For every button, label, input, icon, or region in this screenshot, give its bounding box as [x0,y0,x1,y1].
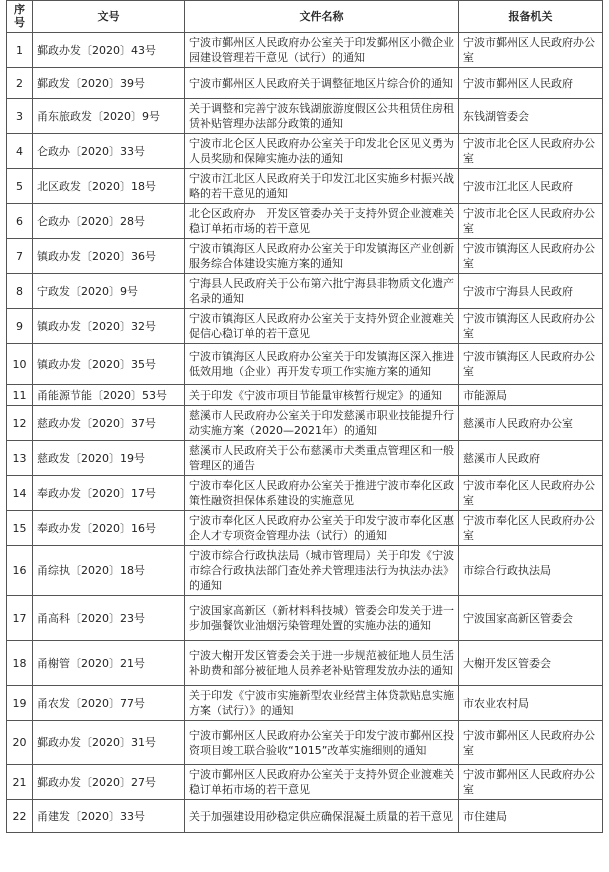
filing-agency: 宁波市江北区人民政府 [459,169,603,204]
row-number: 5 [7,169,33,204]
document-number: 镇政办发〔2020〕35号 [33,344,185,385]
filing-agency: 宁波市奉化区人民政府办公室 [459,511,603,546]
row-number: 7 [7,239,33,274]
table-row [7,596,603,641]
header-title: 文件名称 [185,1,459,33]
filing-agency: 宁波市北仑区人民政府办公室 [459,134,603,169]
document-title: 宁波市镇海区人民政府办公室关于印发镇海区产业创新服务综合体建设实施方案的通知 [185,239,459,274]
table-row [7,800,603,833]
document-title: 宁海县人民政府关于公布第六批宁海县非物质文化遗产名录的通知 [185,274,459,309]
document-number: 宁政发〔2020〕9号 [33,274,185,309]
filing-agency: 市能源局 [459,385,603,406]
filing-agency: 市农业农村局 [459,686,603,721]
table-row [7,344,603,385]
table-row [7,476,603,511]
document-title: 关于加强建设用砂稳定供应确保混凝土质量的若干意见 [185,800,459,833]
filing-agency: 宁波市宁海县人民政府 [459,274,603,309]
document-number: 甬榭管〔2020〕21号 [33,641,185,686]
filing-agency: 大榭开发区管委会 [459,641,603,686]
document-title: 关于印发《宁波市项目节能量审核暂行规定》的通知 [185,385,459,406]
row-number: 16 [7,546,33,596]
row-number: 10 [7,344,33,385]
document-number: 仑政办〔2020〕33号 [33,134,185,169]
table-row [7,309,603,344]
filing-agency: 宁波市北仑区人民政府办公室 [459,204,603,239]
filing-agency: 东钱湖管委会 [459,99,603,134]
document-number: 甬建发〔2020〕33号 [33,800,185,833]
table-row [7,441,603,476]
document-number: 甬能源节能〔2020〕53号 [33,385,185,406]
row-number: 13 [7,441,33,476]
table-row [7,239,603,274]
document-title: 宁波市江北区人民政府关于印发江北区实施乡村振兴战略的若干意见的通知 [185,169,459,204]
table-row [7,686,603,721]
document-title: 宁波市鄞州区人民政府办公室关于印发鄞州区小微企业园建设管理若干意见（试行）的通知 [185,33,459,68]
document-number: 奉政办发〔2020〕17号 [33,476,185,511]
table-row [7,546,603,596]
document-title: 宁波市北仑区人民政府办公室关于印发北仑区见义勇为人员奖励和保障实施办法的通知 [185,134,459,169]
row-number: 8 [7,274,33,309]
document-number: 鄞政发〔2020〕39号 [33,68,185,99]
document-title: 宁波市镇海区人民政府办公室关于支持外贸企业渡难关促信心稳订单的若干意见 [185,309,459,344]
row-number: 20 [7,721,33,765]
row-number: 3 [7,99,33,134]
filing-agency: 宁波市镇海区人民政府办公室 [459,239,603,274]
table-row [7,134,603,169]
filing-agency: 宁波市鄞州区人民政府 [459,68,603,99]
filing-agency: 宁波市鄞州区人民政府办公室 [459,721,603,765]
header-docno: 文号 [33,1,185,33]
filing-agency: 宁波市奉化区人民政府办公室 [459,476,603,511]
document-title: 关于调整和完善宁波东钱湖旅游度假区公共租赁住房租赁补贴管理办法部分政策的通知 [185,99,459,134]
header-no: 序号 [7,1,33,33]
document-number: 奉政办发〔2020〕16号 [33,511,185,546]
document-title: 宁波国家高新区（新材料科技城）管委会印发关于进一步加强餐饮业油烟污染管理处置的实施办法的通知 [185,596,459,641]
table-row [7,33,603,68]
document-number: 甬东旅政发〔2020〕9号 [33,99,185,134]
row-number: 11 [7,385,33,406]
filing-agency: 市住建局 [459,800,603,833]
document-title: 宁波市鄞州区人民政府办公室关于印发宁波市鄞州区投资项目竣工联合验收“1015”改革实施细则的通知 [185,721,459,765]
document-number: 甬高科〔2020〕23号 [33,596,185,641]
filing-agency: 慈溪市人民政府 [459,441,603,476]
row-number: 17 [7,596,33,641]
document-table [6,0,603,833]
document-title: 宁波市镇海区人民政府办公室关于印发镇海区深入推进低效用地（企业）再开发专项工作实施方案的通知 [185,344,459,385]
table-row [7,511,603,546]
row-number: 21 [7,765,33,800]
document-number: 鄞政办发〔2020〕43号 [33,33,185,68]
table-row [7,68,603,99]
document-number: 甬农发〔2020〕77号 [33,686,185,721]
row-number: 9 [7,309,33,344]
table-row [7,274,603,309]
filing-agency: 宁波市鄞州区人民政府办公室 [459,765,603,800]
document-title: 宁波市鄞州区人民政府关于调整征地区片综合价的通知 [185,68,459,99]
filing-agency: 市综合行政执法局 [459,546,603,596]
document-title: 宁波市奉化区人民政府办公室关于推进宁波市奉化区政策性融资担保体系建设的实施意见 [185,476,459,511]
document-number: 鄞政办发〔2020〕27号 [33,765,185,800]
document-number: 镇政办发〔2020〕32号 [33,309,185,344]
document-title: 宁波市综合行政执法局（城市管理局）关于印发《宁波市综合行政执法部门查处养犬管理违法行为执法办法》的通知 [185,546,459,596]
document-title: 慈溪市人民政府办公室关于印发慈溪市职业技能提升行动实施方案（2020—2021年）的通知 [185,406,459,441]
document-title: 宁波市奉化区人民政府办公室关于印发宁波市奉化区惠企人才专项资金管理办法（试行）的通知 [185,511,459,546]
document-number: 鄞政办发〔2020〕31号 [33,721,185,765]
document-number: 镇政办发〔2020〕36号 [33,239,185,274]
document-title: 慈溪市人民政府关于公布慈溪市犬类重点管理区和一般管理区的通告 [185,441,459,476]
document-number: 慈政办发〔2020〕37号 [33,406,185,441]
filing-agency: 宁波国家高新区管委会 [459,596,603,641]
filing-agency: 宁波市镇海区人民政府办公室 [459,344,603,385]
table-row [7,204,603,239]
document-title: 关于印发《宁波市实施新型农业经营主体贷款贴息实施方案（试行）》的通知 [185,686,459,721]
header-agency: 报备机关 [459,1,603,33]
table-row [7,385,603,406]
table-row [7,99,603,134]
row-number: 4 [7,134,33,169]
table-row [7,765,603,800]
row-number: 14 [7,476,33,511]
document-title: 宁波大榭开发区管委会关于进一步规范被征地人员生活补助费和部分被征地人员养老补贴管理发放办法的通知 [185,641,459,686]
table-row [7,169,603,204]
document-number: 北区政发〔2020〕18号 [33,169,185,204]
document-title: 宁波市鄞州区人民政府办公室关于支持外贸企业渡难关稳订单拓市场的若干意见 [185,765,459,800]
row-number: 1 [7,33,33,68]
table-row [7,641,603,686]
row-number: 19 [7,686,33,721]
table-row [7,721,603,765]
row-number: 12 [7,406,33,441]
filing-agency: 宁波市鄞州区人民政府办公室 [459,33,603,68]
document-number: 仑政办〔2020〕28号 [33,204,185,239]
row-number: 15 [7,511,33,546]
filing-agency: 慈溪市人民政府办公室 [459,406,603,441]
header-row [7,1,603,33]
row-number: 2 [7,68,33,99]
row-number: 22 [7,800,33,833]
row-number: 18 [7,641,33,686]
document-title: 北仑区政府办 开发区管委办关于支持外贸企业渡难关稳订单拓市场的若干意见 [185,204,459,239]
document-number: 甬综执〔2020〕18号 [33,546,185,596]
table-row [7,406,603,441]
filing-agency: 宁波市镇海区人民政府办公室 [459,309,603,344]
row-number: 6 [7,204,33,239]
document-number: 慈政发〔2020〕19号 [33,441,185,476]
table-body [7,33,603,833]
